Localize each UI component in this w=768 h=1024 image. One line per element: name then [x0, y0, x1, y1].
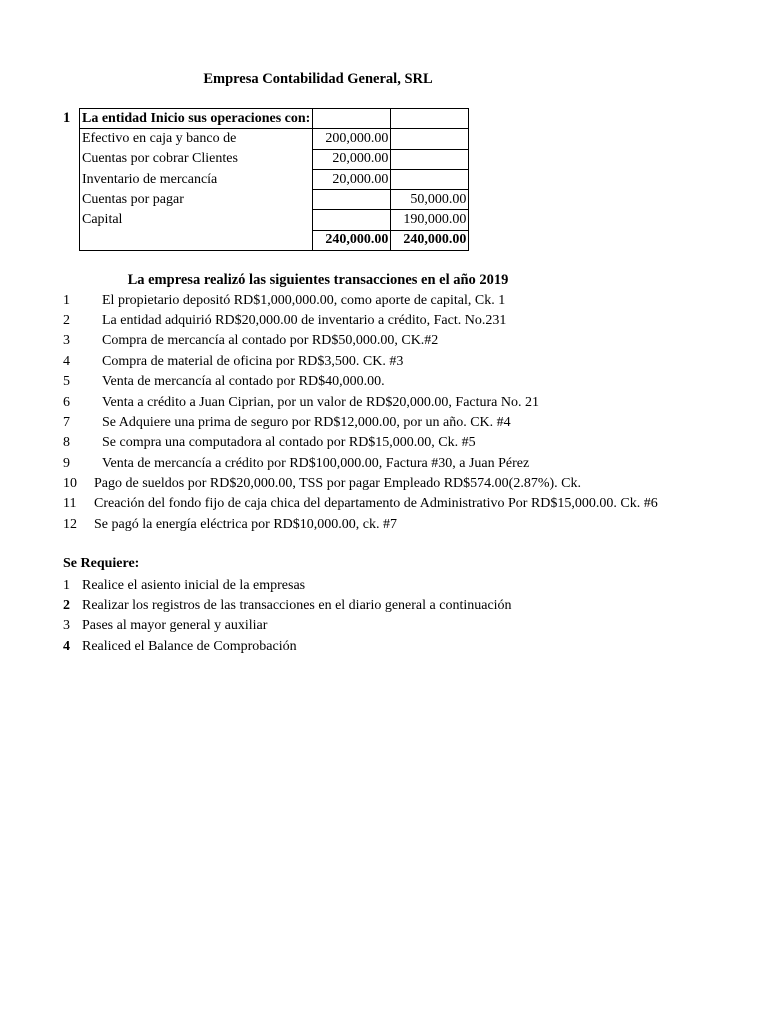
debit-cell: 200,000.00 [313, 129, 391, 149]
requirement-text: Realice el asiento inicial de la empresas [82, 578, 306, 593]
credit-cell: 190,000.00 [391, 210, 469, 230]
transaction-text: Se pagó la energía eléctrica por RD$10,000.00, ck. #7 [94, 517, 397, 532]
table-total-row [80, 230, 469, 250]
table-row [80, 129, 469, 149]
transaction-number: 12 [63, 517, 77, 532]
transaction-item [0, 311, 768, 331]
table-row [80, 169, 469, 189]
transaction-item [0, 372, 768, 392]
transaction-item [0, 494, 768, 514]
account-label: Efectivo en caja y banco de [80, 129, 313, 149]
requirement-number: 4 [63, 639, 70, 654]
requirement-number: 1 [63, 578, 70, 593]
account-label: Capital [80, 210, 313, 230]
transaction-number: 8 [63, 435, 70, 450]
opening-balance-table [79, 108, 469, 251]
account-label: Cuentas por pagar [80, 190, 313, 210]
table-row [80, 149, 469, 169]
requirement-text: Realizar los registros de las transacciones en el diario general a continuación [82, 598, 512, 613]
transaction-text: Se Adquiere una prima de seguro por RD$12,000.00, por un año. CK. #4 [102, 415, 511, 430]
credit-cell [391, 149, 469, 169]
transaction-item [0, 433, 768, 453]
transaction-item [0, 352, 768, 372]
transaction-item [0, 454, 768, 474]
transaction-text: El propietario depositó RD$1,000,000.00, como aporte de capital, Ck. 1 [102, 293, 506, 308]
transaction-number: 5 [63, 374, 70, 389]
total-debit: 240,000.00 [313, 230, 391, 250]
transaction-item [0, 515, 768, 535]
transaction-text: Se compra una computadora al contado por RD$15,000.00, Ck. #5 [102, 435, 476, 450]
transaction-item [0, 291, 768, 311]
transaction-item [0, 474, 768, 494]
transaction-text: Creación del fondo fijo de caja chica del departamento de Administrativo Por RD$15,000.00. Ck. #6 [94, 496, 658, 511]
transactions-title: La empresa realizó las siguientes transacciones en el año 2019 [127, 272, 509, 288]
debit-cell: 20,000.00 [313, 149, 391, 169]
requirement-number: 2 [63, 598, 70, 613]
transaction-number: 9 [63, 456, 70, 471]
debit-cell [313, 190, 391, 210]
transaction-item [0, 393, 768, 413]
header-empty-cell [313, 109, 391, 129]
transaction-number: 3 [63, 333, 70, 348]
debit-cell [313, 210, 391, 230]
requirement-text: Realiced el Balance de Comprobación [82, 639, 297, 654]
transaction-number: 6 [63, 395, 70, 410]
transaction-text: Compra de mercancía al contado por RD$50,000.00, CK.#2 [102, 333, 439, 348]
document-title: Empresa Contabilidad General, SRL [203, 71, 433, 87]
total-credit: 240,000.00 [391, 230, 469, 250]
transaction-text: Venta de mercancía al contado por RD$40,000.00. [102, 374, 385, 389]
transaction-number: 11 [63, 496, 77, 511]
transaction-item [0, 413, 768, 433]
transaction-item [0, 331, 768, 351]
transaction-number: 7 [63, 415, 70, 430]
transaction-text: Venta de mercancía a crédito por RD$100,000.00, Factura #30, a Juan Pérez [102, 456, 530, 471]
transaction-number: 4 [63, 354, 70, 369]
table-header: La entidad Inicio sus operaciones con: [80, 109, 313, 129]
transaction-number: 2 [63, 313, 70, 328]
transaction-number: 10 [63, 476, 77, 491]
account-label: Inventario de mercancía [80, 169, 313, 189]
table-row [80, 210, 469, 230]
transaction-text: Venta a crédito a Juan Ciprian, por un valor de RD$20,000.00, Factura No. 21 [102, 395, 540, 410]
transaction-text: Pago de sueldos por RD$20,000.00, TSS por pagar Empleado RD$574.00(2.87%). Ck. [94, 476, 581, 491]
header-empty-cell [391, 109, 469, 129]
transaction-text: Compra de material de oficina por RD$3,500. CK. #3 [102, 354, 404, 369]
account-label: Cuentas por cobrar Clientes [80, 149, 313, 169]
requirement-text: Pases al mayor general y auxiliar [82, 618, 268, 633]
requirements-title: Se Requiere: [63, 556, 140, 571]
requirement-number: 3 [63, 618, 70, 633]
table-row [80, 190, 469, 210]
debit-cell: 20,000.00 [313, 169, 391, 189]
total-label [80, 230, 313, 250]
credit-cell [391, 129, 469, 149]
section-number: 1 [63, 110, 71, 126]
credit-cell: 50,000.00 [391, 190, 469, 210]
table-header-row [80, 109, 469, 129]
transaction-number: 1 [63, 293, 70, 308]
transaction-text: La entidad adquirió RD$20,000.00 de inventario a crédito, Fact. No.231 [102, 313, 507, 328]
credit-cell [391, 169, 469, 189]
